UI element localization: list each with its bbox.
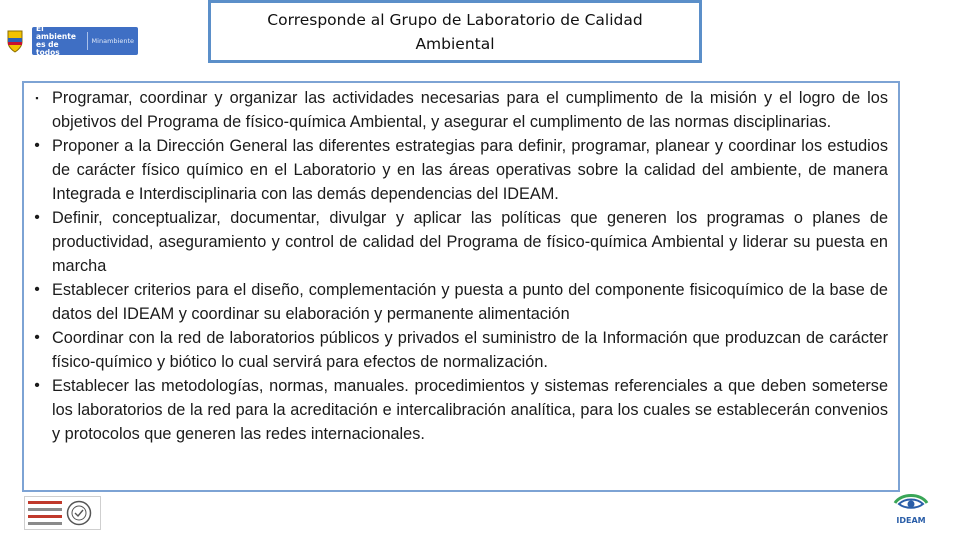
list-item: [28, 326, 888, 374]
ideam-eye-icon: [891, 487, 931, 515]
minambiente-logo: [4, 26, 142, 56]
cert-bar: [28, 515, 62, 518]
functions-list-box: [22, 81, 900, 492]
bullet-icon: •: [34, 329, 40, 346]
ambiente-badge: [32, 24, 138, 57]
certification-logo: [24, 496, 101, 530]
bullet-icon: ▪: [35, 93, 39, 103]
page-title-line2: Ambiental: [415, 34, 495, 53]
cert-bar: [28, 522, 62, 525]
list-item: [28, 206, 888, 278]
list-item: [28, 278, 888, 326]
list-item-text: Establecer las metodologías, normas, manuales. procedimientos y sistemas referenciales a que deben someterse los laboratorios de la red para la acreditación e intercalibración analítica, para los cuales se establecerán convenios y protocolos que generen las redes internacionales.: [52, 377, 888, 443]
ministry-text: Minambiente: [91, 37, 134, 45]
ideam-logo: [886, 487, 936, 527]
bullet-icon: •: [34, 377, 40, 394]
certification-text-block: [28, 499, 62, 527]
bullet-icon: •: [34, 209, 40, 226]
list-item-text: Programar, coordinar y organizar las actividades necesarias para el cumplimento de la misión y el logro de los objetivos del Programa de físico-química Ambiental, y asegurar el cumplimento de las normas disciplinarias.: [52, 89, 888, 131]
list-item-text: Definir, conceptualizar, documentar, divulgar y aplicar las políticas que generen los programas o planes de productividad, aseguramiento y control de calidad del Programa de físico-química Ambiental y liderar su puesta en marcha: [52, 209, 888, 275]
functions-list: [28, 86, 888, 446]
list-item-text: Establecer criterios para el diseño, complementación y puesta a punto del componente fisicoquímico de la base de datos del IDEAM y coordinar su elaboración y permanente alimentación: [52, 281, 888, 323]
list-item: [28, 374, 888, 446]
page-title-line1: Corresponde al Grupo de Laboratorio de Calidad: [267, 10, 643, 29]
ideam-label: IDEAM: [896, 516, 926, 525]
certification-seal-icon: [66, 500, 92, 526]
cert-bar: [28, 501, 62, 504]
list-item: [28, 86, 888, 134]
badge-text: El ambiente es de todos: [36, 24, 76, 57]
colombia-shield-icon: [4, 27, 26, 55]
bullet-icon: •: [34, 137, 40, 154]
list-item-text: Proponer a la Dirección General las diferentes estrategias para definir, programar, planear y coordinar los estudios de carácter físico químico en el Laboratorio y en las áreas operativas sobre la calidad del ambiente, de manera Integrada e Interdisciplinaria con las demás dependencias del IDEAM.: [52, 137, 888, 203]
bullet-icon: •: [34, 281, 40, 298]
list-item-text: Coordinar con la red de laboratorios públicos y privados el suministro de la Información que produzcan de carácter físico-químico y biótico lo cual servirá para efectos de normalización.: [52, 329, 888, 371]
page-title-box: [208, 0, 702, 63]
badge-divider: [87, 32, 88, 50]
cert-bar: [28, 508, 62, 511]
list-item: [28, 134, 888, 206]
